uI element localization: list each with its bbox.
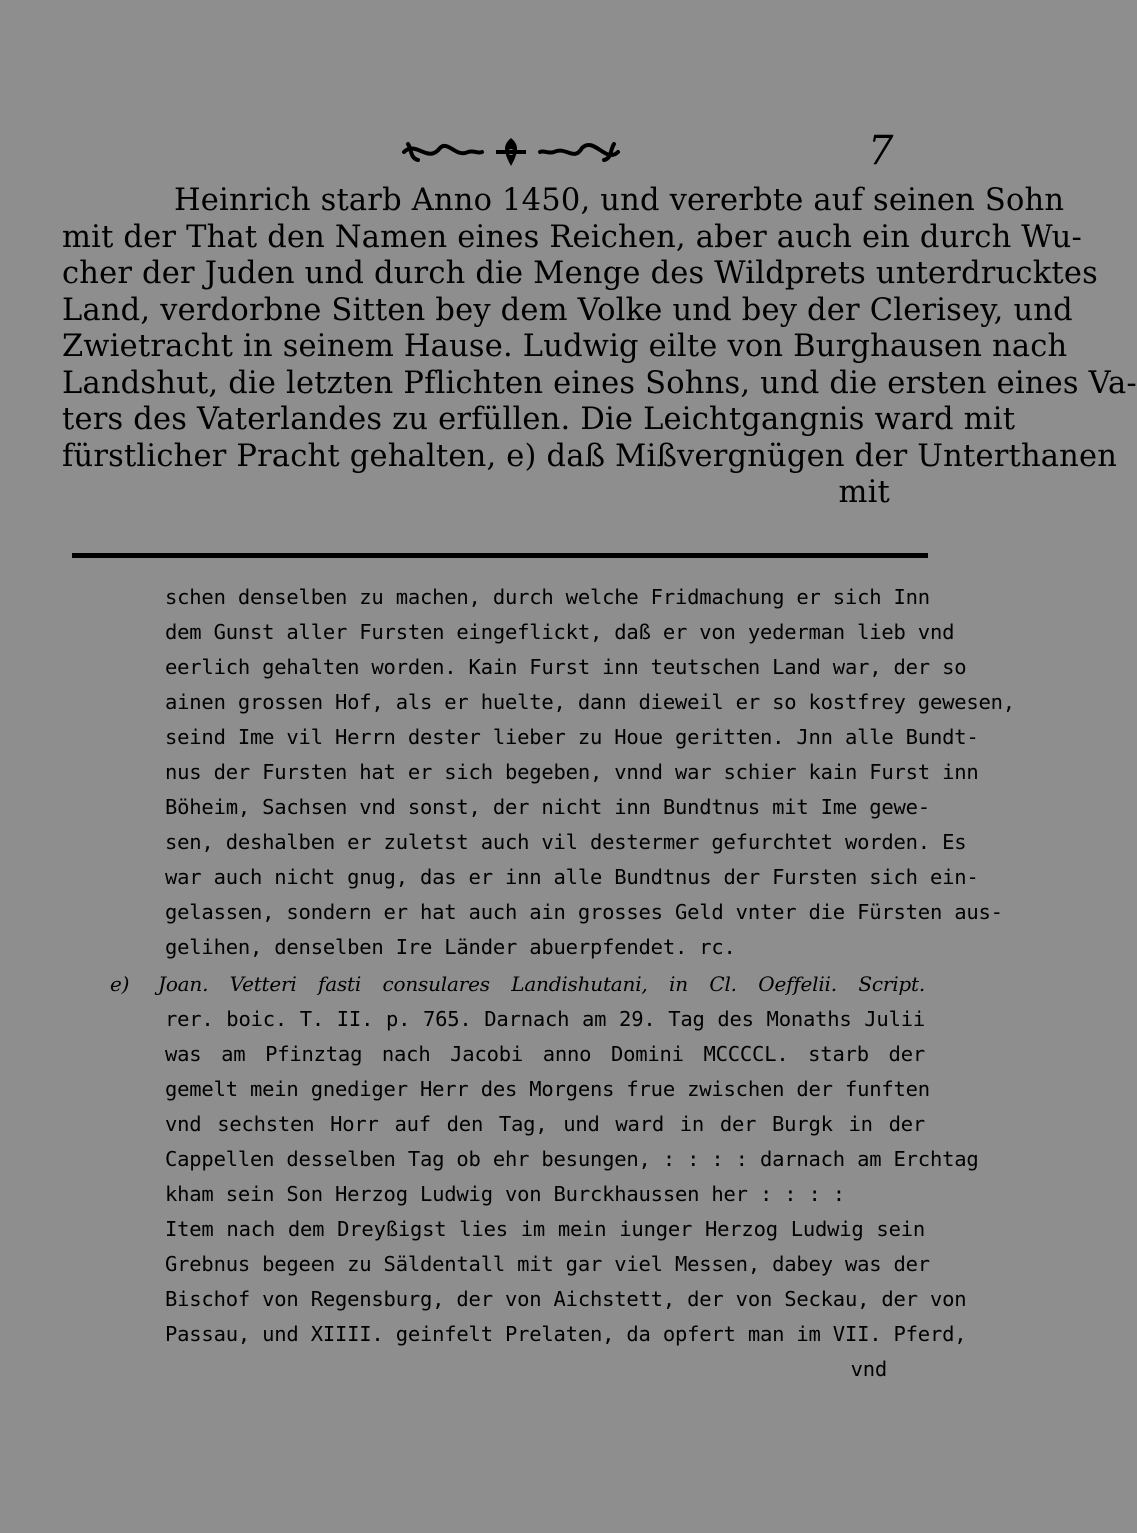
main-text-line: Land, verdorbne Sitten bey dem Volke und bey der Clerisey, und: [62, 292, 1073, 328]
main-text-line: Zwietracht in seinem Hause. Ludwig eilte von Burghausen nach: [62, 329, 1068, 364]
footnote-line: eerlich gehalten worden. Kain Furst inn teutschen Land war, der so: [165, 655, 967, 679]
footnote-line: was am Pfinztag nach Jacobi anno Domini MCCCCL. starb der: [165, 1042, 925, 1066]
footnote-line: gelihen, denselben Ire Länder abuerpfendet. rc.: [165, 935, 736, 959]
footnote-line: dem Gunst aller Fursten eingeflickt, daß er von yederman lieb vnd: [165, 620, 955, 644]
main-text-line: mit der That den Namen eines Reichen, aber auch ein durch Wu-: [62, 219, 1082, 255]
footnote-e: [110, 967, 979, 1387]
footnote-line: Böheim, Sachsen vnd sonst, der nicht inn Bundtnus mit Ime gewe-: [165, 795, 930, 819]
footnote-line: vnd sechsten Horr auf den Tag, und ward in der Burgk in der: [165, 1112, 925, 1136]
page-header: [0, 128, 1000, 178]
footnote-catchword: vnd: [850, 1357, 887, 1381]
fleuron-ornament-icon: [398, 132, 624, 172]
footnote-marker: e): [110, 972, 130, 996]
footnote-e-first-line: [110, 967, 925, 1002]
main-text-block: [62, 183, 1137, 512]
footnotes-block: [110, 580, 1015, 1387]
footnote-line: gemelt mein gnediger Herr des Morgens frue zwischen der funften: [165, 1077, 930, 1101]
main-text-line: fürstlicher Pracht gehalten, e) daß Mißvergnügen der Unterthanen: [62, 438, 1118, 474]
catchword: mit: [838, 475, 890, 510]
footnote-line: seind Ime vil Herrn dester lieber zu Houe geritten. Jnn alle Bundt-: [165, 725, 979, 749]
footnote-line: kham sein Son Herzog Ludwig von Burckhaussen her : : : :: [165, 1182, 845, 1206]
footnote-line: sen, deshalben er zuletst auch vil destermer gefurchtet worden. Es: [165, 830, 967, 854]
footnote-line: schen denselben zu machen, durch welche Fridmachung er sich Inn: [165, 585, 930, 609]
footnote-line: Item nach dem Dreyßigst lies im mein iunger Herzog Ludwig sein: [165, 1217, 925, 1241]
page-number: 7: [868, 128, 894, 174]
main-text-line: cher der Juden und durch die Menge des Wildprets unterdrucktes: [62, 256, 1098, 291]
footnote-line: ainen grossen Hof, als er huelte, dann dieweil er so kostfrey gewesen,: [165, 690, 1015, 714]
footnote-citation: Joan. Vetteri fasti consulares Landishutani, in Cl. Oeffelii. Script.: [158, 972, 925, 996]
main-text-line: ters des Vaterlandes zu erfüllen. Die Leichtgangnis ward mit: [62, 402, 1016, 437]
footnote-line: war auch nicht gnug, das er inn alle Bundtnus der Fursten sich ein-: [165, 865, 979, 889]
footnote-line: gelassen, sondern er hat auch ain grosses Geld vnter die Fürsten aus-: [165, 900, 1003, 924]
footnote-line: Passau, und XIIII. geinfelt Prelaten, da opfert man im VII. Pferd,: [165, 1322, 967, 1346]
main-text-line: Landshut, die letzten Pflichten eines Sohns, und die ersten eines Va-: [62, 365, 1137, 401]
footnote-line: Cappellen desselben Tag ob ehr besungen, : : : : darnach am Erchtag: [165, 1147, 979, 1171]
footnote-line: Bischof von Regensburg, der von Aichstett, der von Seckau, der von: [165, 1287, 967, 1311]
main-text-line: Heinrich starb Anno 1450, und vererbte auf seinen Sohn: [174, 183, 1065, 218]
footnote-line: Grebnus begeen zu Säldentall mit gar viel Messen, dabey was der: [165, 1252, 930, 1276]
footnote-quote: [110, 580, 1015, 965]
footnote-rule: [72, 553, 928, 558]
footnote-line: rer. boic. T. II. p. 765. Darnach am 29. Tag des Monaths Julii: [165, 1007, 925, 1031]
footnote-line: nus der Fursten hat er sich begeben, vnnd war schier kain Furst inn: [165, 760, 979, 784]
